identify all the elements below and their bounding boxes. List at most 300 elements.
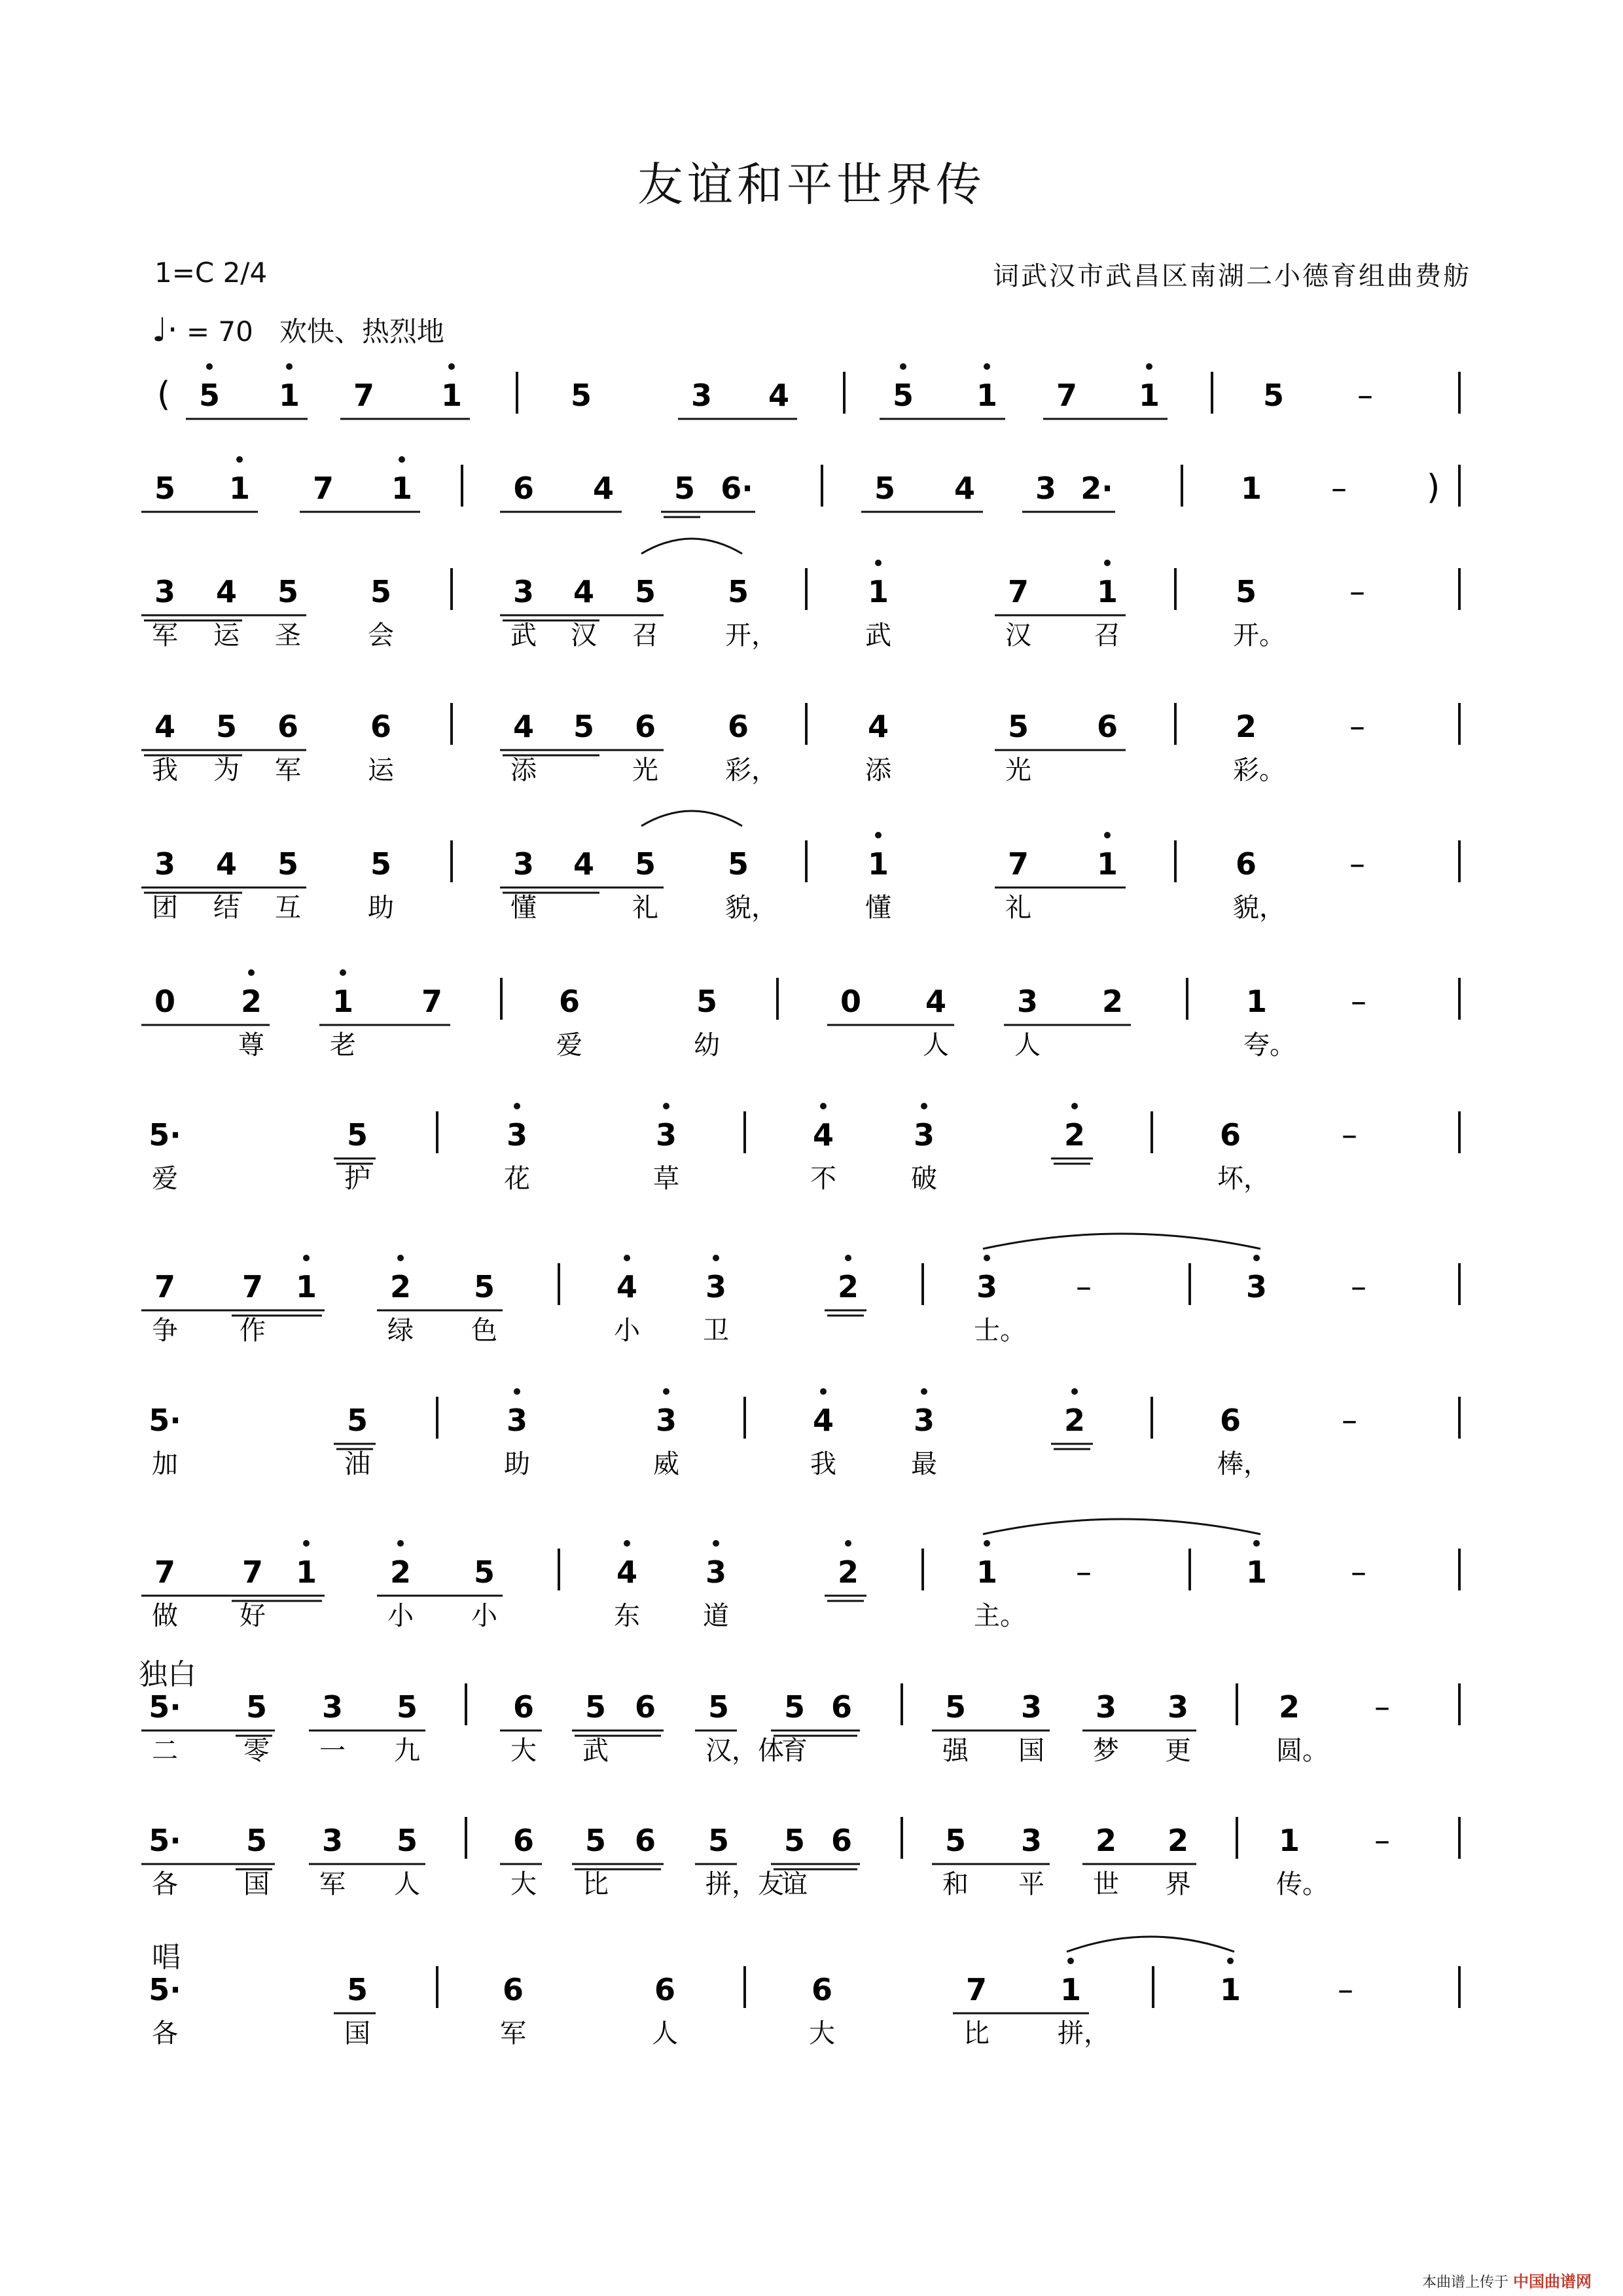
high-octave-dot xyxy=(1104,560,1111,566)
note: 2 xyxy=(1063,1403,1086,1438)
note: 1 xyxy=(976,1554,998,1590)
lyric-syllable: 召 xyxy=(632,620,658,651)
note: 1 xyxy=(1138,378,1160,413)
note: 2 xyxy=(240,984,262,1019)
lyric-syllable: 绿 xyxy=(387,1316,414,1346)
note: 3 xyxy=(655,1403,677,1438)
sustain-dash: – xyxy=(1351,1268,1366,1305)
lyric-syllable: 不 xyxy=(810,1164,836,1194)
note: 0 xyxy=(154,984,176,1019)
note: 5 xyxy=(634,846,656,882)
note: 3 xyxy=(321,1689,344,1725)
note: 3 xyxy=(705,1269,727,1304)
note: 4 xyxy=(954,471,976,506)
note: 6 xyxy=(654,1972,676,2007)
high-octave-dot xyxy=(248,969,255,976)
note: 5 xyxy=(570,378,592,413)
sustain-dash: – xyxy=(1338,1971,1353,2008)
note: 6 xyxy=(1219,1117,1241,1153)
lyric-syllable: 育 xyxy=(781,1736,808,1766)
lyric-syllable: 大 xyxy=(510,1869,537,1899)
sustain-dash: – xyxy=(1076,1554,1092,1590)
sustain-dash: – xyxy=(1351,983,1366,1020)
lyric-syllable: 幼 xyxy=(694,1030,720,1060)
lyric-syllable: 人 xyxy=(652,2018,678,2049)
high-octave-dot xyxy=(1104,832,1111,838)
lyric-syllable: 懂 xyxy=(865,893,891,923)
lyric-syllable: 破 xyxy=(911,1164,937,1194)
lyric-syllable: 更 xyxy=(1165,1736,1191,1766)
high-octave-dot xyxy=(340,969,346,976)
lyric-syllable: 比 xyxy=(582,1869,609,1899)
lyric-syllable: 梦 xyxy=(1093,1736,1119,1766)
lyric-syllable: 九 xyxy=(394,1736,420,1766)
lyric-syllable: 结 xyxy=(213,893,240,923)
note: 5· xyxy=(149,1689,181,1725)
note: 6 xyxy=(830,1823,853,1858)
lyric-syllable: 汉，体 xyxy=(705,1736,784,1766)
lyric-syllable: 棒， xyxy=(1217,1449,1270,1479)
note: 5 xyxy=(707,1689,730,1725)
note: 4 xyxy=(616,1554,638,1590)
lyric-syllable: 军 xyxy=(275,755,301,785)
lyric-syllable: 武 xyxy=(582,1736,609,1766)
high-octave-dot xyxy=(303,1540,310,1547)
note: 5· xyxy=(149,1117,181,1153)
note: 7 xyxy=(353,378,375,413)
note: 5 xyxy=(473,1554,495,1590)
lyric-syllable: 助 xyxy=(504,1449,530,1479)
note: 1 xyxy=(976,378,998,413)
lyric-syllable: 开。 xyxy=(1233,620,1285,651)
note: 5 xyxy=(245,1689,268,1725)
lyric-syllable: 争 xyxy=(152,1316,178,1346)
note: 5 xyxy=(696,984,718,1019)
lyric-syllable: 拼， xyxy=(1058,2018,1110,2049)
high-octave-dot xyxy=(875,560,882,566)
note: 1 xyxy=(1096,846,1118,882)
note: 6 xyxy=(634,709,656,744)
note: 6· xyxy=(721,471,753,506)
footer-watermark: 本曲谱上传于 中国曲谱网 xyxy=(1421,2272,1592,2291)
high-octave-dot xyxy=(206,363,213,370)
note: 3 xyxy=(1020,1689,1043,1725)
lyric-syllable: 圆。 xyxy=(1276,1736,1329,1766)
sustain-dash: – xyxy=(1342,1117,1357,1153)
note: 5 xyxy=(783,1689,806,1725)
lyric-syllable: 拼，友 xyxy=(705,1869,784,1899)
note: 4 xyxy=(768,378,790,413)
lyric-syllable: 貌， xyxy=(725,893,777,923)
note: 1 xyxy=(867,846,889,882)
note: 1 xyxy=(1240,471,1262,506)
high-octave-dot xyxy=(397,1255,404,1261)
tie-arc xyxy=(983,1234,1260,1249)
note: 3 xyxy=(690,378,713,413)
note: 6 xyxy=(727,709,749,744)
high-octave-dot xyxy=(984,1540,990,1547)
sustain-dash: – xyxy=(1351,1554,1366,1590)
note: 5 xyxy=(944,1689,967,1725)
note: 4 xyxy=(616,1269,638,1304)
site-logo: 中国曲谱网 xyxy=(1513,2272,1592,2291)
note: 6 xyxy=(558,984,580,1019)
note: 3 xyxy=(913,1403,935,1438)
note: 6 xyxy=(512,471,535,506)
lyric-syllable: 貌， xyxy=(1233,893,1285,923)
note: 3 xyxy=(705,1554,727,1590)
lyric-syllable: 老 xyxy=(330,1030,356,1060)
lyric-syllable: 军 xyxy=(500,2018,526,2049)
note: 3 xyxy=(1095,1689,1117,1725)
note: 7 xyxy=(1007,846,1029,882)
lyric-syllable: 夸。 xyxy=(1243,1030,1296,1060)
note: 6 xyxy=(512,1823,535,1858)
note: 3 xyxy=(1016,984,1039,1019)
note: 1 xyxy=(295,1269,317,1304)
lyric-syllable: 护 xyxy=(344,1164,370,1194)
lyric-syllable: 添 xyxy=(510,755,537,785)
lyric-syllable: 光 xyxy=(632,755,658,785)
lyric-syllable: 军 xyxy=(319,1869,346,1899)
high-octave-dot xyxy=(845,1255,851,1261)
lyric-syllable: 国 xyxy=(243,1869,270,1899)
lyric-syllable: 运 xyxy=(368,755,394,785)
sustain-dash: – xyxy=(1349,573,1365,610)
sustain-dash: – xyxy=(1349,708,1365,745)
dotted-quarter-note-icon: ♩· xyxy=(152,311,178,349)
high-octave-dot xyxy=(1071,1103,1078,1109)
note: 7 xyxy=(965,1972,988,2007)
lyric-syllable: 军 xyxy=(152,620,178,651)
lyric-syllable: 圣 xyxy=(275,620,301,651)
high-octave-dot xyxy=(845,1540,851,1547)
note: 4 xyxy=(812,1403,834,1438)
note: 3 xyxy=(1245,1269,1268,1304)
lyric-syllable: 零 xyxy=(243,1736,270,1766)
tempo-expression: 欢快、热烈地 xyxy=(279,315,444,348)
high-octave-dot xyxy=(900,363,906,370)
lyric-syllable: 国 xyxy=(344,2018,370,2049)
note: 3 xyxy=(506,1117,528,1153)
lyric-syllable: 主。 xyxy=(974,1601,1026,1631)
lyric-syllable: 一 xyxy=(319,1736,346,1766)
note: 2 xyxy=(1167,1823,1189,1858)
high-octave-dot xyxy=(984,363,990,370)
sustain-dash: – xyxy=(1076,1268,1092,1305)
lyric-syllable: 各 xyxy=(152,1869,178,1899)
lyric-syllable: 武 xyxy=(865,620,891,651)
note: 3 xyxy=(506,1403,528,1438)
lyric-syllable: 世 xyxy=(1093,1869,1119,1899)
note: 5· xyxy=(149,1403,181,1438)
note: 5 xyxy=(154,471,176,506)
note: 2 xyxy=(837,1554,859,1590)
lyric-syllable: 好 xyxy=(240,1601,266,1631)
note: 2 xyxy=(389,1554,412,1590)
note: 7 xyxy=(1007,574,1029,609)
page-title: 友谊和平世界传 xyxy=(637,158,986,211)
lyric-syllable: 爱 xyxy=(152,1164,178,1194)
lyric-syllable: 会 xyxy=(368,620,394,651)
note: 5 xyxy=(874,471,896,506)
note: 5 xyxy=(573,709,595,744)
lyric-syllable: 我 xyxy=(810,1449,836,1479)
high-octave-dot xyxy=(514,1103,520,1109)
note: 2 xyxy=(837,1269,859,1304)
lyric-syllable: 小 xyxy=(471,1601,497,1631)
note: 1 xyxy=(295,1554,317,1590)
note: 6 xyxy=(634,1689,656,1725)
lyric-syllable: 道 xyxy=(703,1601,729,1631)
lyric-syllable: 东 xyxy=(614,1601,640,1631)
high-octave-dot xyxy=(921,1388,927,1395)
lyric-syllable: 色 xyxy=(471,1316,497,1346)
note: 5 xyxy=(944,1823,967,1858)
note: 5 xyxy=(584,1689,607,1725)
note: 6 xyxy=(1219,1403,1241,1438)
note: 5 xyxy=(396,1823,418,1858)
lyric-syllable: 坏， xyxy=(1217,1164,1270,1194)
lyric-syllable: 礼 xyxy=(632,893,658,923)
note: 4 xyxy=(573,846,595,882)
lyric-syllable: 威 xyxy=(653,1449,679,1479)
high-octave-dot xyxy=(663,1388,669,1395)
lyric-syllable: 助 xyxy=(368,893,394,923)
note: 4 xyxy=(512,709,535,744)
lyric-syllable: 比 xyxy=(963,2018,990,2049)
note: 1 xyxy=(440,378,463,413)
note: 7 xyxy=(154,1269,176,1304)
note: 5 xyxy=(634,574,656,609)
note: 5 xyxy=(346,1403,368,1438)
note: 3 xyxy=(321,1823,344,1858)
note: 6 xyxy=(1096,709,1118,744)
note: 5 xyxy=(727,846,749,882)
high-octave-dot xyxy=(875,832,882,838)
sustain-dash: – xyxy=(1349,846,1365,882)
lyric-syllable: 团 xyxy=(152,893,178,923)
note: 1 xyxy=(332,984,354,1019)
note: 3 xyxy=(976,1269,998,1304)
note: 6 xyxy=(512,1689,535,1725)
lyric-syllable: 人 xyxy=(1014,1030,1041,1060)
note: 5 xyxy=(1007,709,1029,744)
note: 5· xyxy=(149,1823,181,1858)
high-octave-dot xyxy=(1146,363,1152,370)
note: 4 xyxy=(867,709,889,744)
note: 5 xyxy=(1262,378,1285,413)
lyric-syllable: 界 xyxy=(1165,1869,1191,1899)
high-octave-dot xyxy=(1227,1958,1234,1964)
note: 1 xyxy=(1096,574,1118,609)
note: 0 xyxy=(840,984,862,1019)
note: 3 xyxy=(154,574,176,609)
note: 5 xyxy=(473,1269,495,1304)
note: 1 xyxy=(391,471,413,506)
note: 7 xyxy=(421,984,443,1019)
note: 4 xyxy=(154,709,176,744)
note: 2 xyxy=(1235,709,1257,744)
note: 4 xyxy=(592,471,615,506)
note: 2 xyxy=(1101,984,1124,1019)
lyric-syllable: 小 xyxy=(387,1601,414,1631)
lyric-syllable: 各 xyxy=(152,2018,178,2049)
note: 7 xyxy=(1056,378,1078,413)
lyric-syllable: 二 xyxy=(152,1736,178,1766)
lyric-syllable: 彩， xyxy=(725,755,777,785)
tie-arc xyxy=(1067,1937,1234,1952)
note: 2 xyxy=(1278,1689,1300,1725)
note: 3 xyxy=(913,1117,935,1153)
repeat-close-paren: ) xyxy=(1427,468,1440,507)
note: 1 xyxy=(1245,1554,1268,1590)
note: 6 xyxy=(1235,846,1257,882)
note: 3 xyxy=(512,574,535,609)
lyric-syllable: 运 xyxy=(213,620,240,651)
lyric-syllable: 油 xyxy=(344,1449,370,1479)
lyric-syllable: 开， xyxy=(725,620,777,651)
lyric-syllable: 懂 xyxy=(510,893,537,923)
note: 3 xyxy=(154,846,176,882)
note: 5 xyxy=(673,471,696,506)
high-octave-dot xyxy=(448,363,455,370)
lyric-syllable: 彩。 xyxy=(1233,755,1285,785)
note: 6 xyxy=(277,709,299,744)
high-octave-dot xyxy=(1253,1540,1260,1547)
lyric-syllable: 礼 xyxy=(1005,893,1031,923)
note: 5 xyxy=(277,574,299,609)
lyric-syllable: 爱 xyxy=(556,1030,582,1060)
high-octave-dot xyxy=(303,1255,310,1261)
lyric-syllable: 做 xyxy=(152,1601,178,1631)
lyric-syllable: 大 xyxy=(510,1736,537,1766)
note: 5· xyxy=(149,1972,181,2007)
sustain-dash: – xyxy=(1342,1402,1357,1439)
lyric-syllable: 士。 xyxy=(974,1316,1026,1346)
note: 3 xyxy=(512,846,535,882)
note: 4 xyxy=(215,574,238,609)
note: 5 xyxy=(245,1823,268,1858)
section-label-sing: 唱 xyxy=(152,1941,181,1974)
high-octave-dot xyxy=(397,1540,404,1547)
lyric-syllable: 人 xyxy=(394,1869,420,1899)
high-octave-dot xyxy=(286,363,293,370)
note: 2 xyxy=(389,1269,412,1304)
lyric-syllable: 传。 xyxy=(1276,1869,1329,1899)
repeat-open-paren: ( xyxy=(157,375,171,414)
note: 5 xyxy=(370,846,392,882)
lyric-syllable: 平 xyxy=(1018,1869,1044,1899)
note: 4 xyxy=(812,1117,834,1153)
note: 7 xyxy=(241,1554,264,1590)
key-signature: 1=C 2/4 xyxy=(154,257,268,289)
note: 5 xyxy=(346,1117,368,1153)
note: 1 xyxy=(1278,1823,1300,1858)
sustain-dash: – xyxy=(1374,1822,1390,1859)
note: 4 xyxy=(573,574,595,609)
note: 4 xyxy=(215,846,238,882)
high-octave-dot xyxy=(624,1255,630,1261)
note: 1 xyxy=(1060,1972,1082,2007)
lyric-syllable: 卫 xyxy=(703,1316,729,1346)
note: 2 xyxy=(1063,1117,1086,1153)
note: 1 xyxy=(1219,1972,1241,2007)
lyric-syllable: 光 xyxy=(1005,755,1031,785)
note: 6 xyxy=(634,1823,656,1858)
high-octave-dot xyxy=(984,1255,990,1261)
lyric-syllable: 汉 xyxy=(1005,620,1031,651)
high-octave-dot xyxy=(514,1388,520,1395)
lyric-syllable: 召 xyxy=(1094,620,1120,651)
high-octave-dot xyxy=(236,456,243,463)
tie-arc xyxy=(983,1519,1260,1534)
high-octave-dot xyxy=(399,456,405,463)
lyric-syllable: 花 xyxy=(504,1164,530,1194)
credits: 词武汉市武昌区南湖二小德育组曲费舫 xyxy=(993,261,1471,291)
high-octave-dot xyxy=(820,1103,827,1109)
high-octave-dot xyxy=(921,1103,927,1109)
lyric-syllable: 尊 xyxy=(238,1030,264,1060)
note: 5 xyxy=(215,709,238,744)
lyric-syllable: 添 xyxy=(865,755,891,785)
tempo-value: = 70 xyxy=(186,315,253,348)
sustain-dash: – xyxy=(1357,377,1373,414)
section-label-solo: 独白 xyxy=(139,1658,196,1691)
lyric-syllable: 汉 xyxy=(571,620,597,651)
lyric-syllable: 为 xyxy=(213,755,240,785)
note: 5 xyxy=(277,846,299,882)
lyric-syllable: 作 xyxy=(240,1316,266,1346)
lyric-syllable: 国 xyxy=(1018,1736,1044,1766)
lyric-syllable: 和 xyxy=(942,1869,969,1899)
note: 6 xyxy=(502,1972,524,2007)
lyric-syllable: 最 xyxy=(911,1449,937,1479)
note: 1 xyxy=(228,471,251,506)
high-octave-dot xyxy=(663,1103,669,1109)
lyric-syllable: 人 xyxy=(923,1030,949,1060)
high-octave-dot xyxy=(624,1540,630,1547)
sustain-dash: – xyxy=(1374,1689,1390,1725)
note: 5 xyxy=(198,378,221,413)
note: 5 xyxy=(396,1689,418,1725)
note: 5 xyxy=(370,574,392,609)
note: 7 xyxy=(312,471,334,506)
note: 6 xyxy=(811,1972,833,2007)
high-octave-dot xyxy=(713,1255,719,1261)
lyric-syllable: 大 xyxy=(809,2018,835,2049)
lyric-syllable: 草 xyxy=(653,1164,679,1194)
note: 4 xyxy=(925,984,947,1019)
note: 3 xyxy=(655,1117,677,1153)
note: 1 xyxy=(278,378,300,413)
lyric-syllable: 小 xyxy=(614,1316,640,1346)
lyric-syllable: 加 xyxy=(152,1449,178,1479)
note: 2 xyxy=(1095,1823,1117,1858)
note: 3 xyxy=(1167,1689,1189,1725)
note: 5 xyxy=(1235,574,1257,609)
high-octave-dot xyxy=(1071,1388,1078,1395)
lyric-syllable: 强 xyxy=(942,1736,969,1766)
high-octave-dot xyxy=(1253,1255,1260,1261)
note: 7 xyxy=(154,1554,176,1590)
note: 1 xyxy=(1245,984,1268,1019)
high-octave-dot xyxy=(1067,1958,1074,1964)
sustain-dash: – xyxy=(1331,470,1347,507)
note: 3 xyxy=(1020,1823,1043,1858)
lyric-syllable: 我 xyxy=(152,755,178,785)
note: 2· xyxy=(1080,471,1113,506)
